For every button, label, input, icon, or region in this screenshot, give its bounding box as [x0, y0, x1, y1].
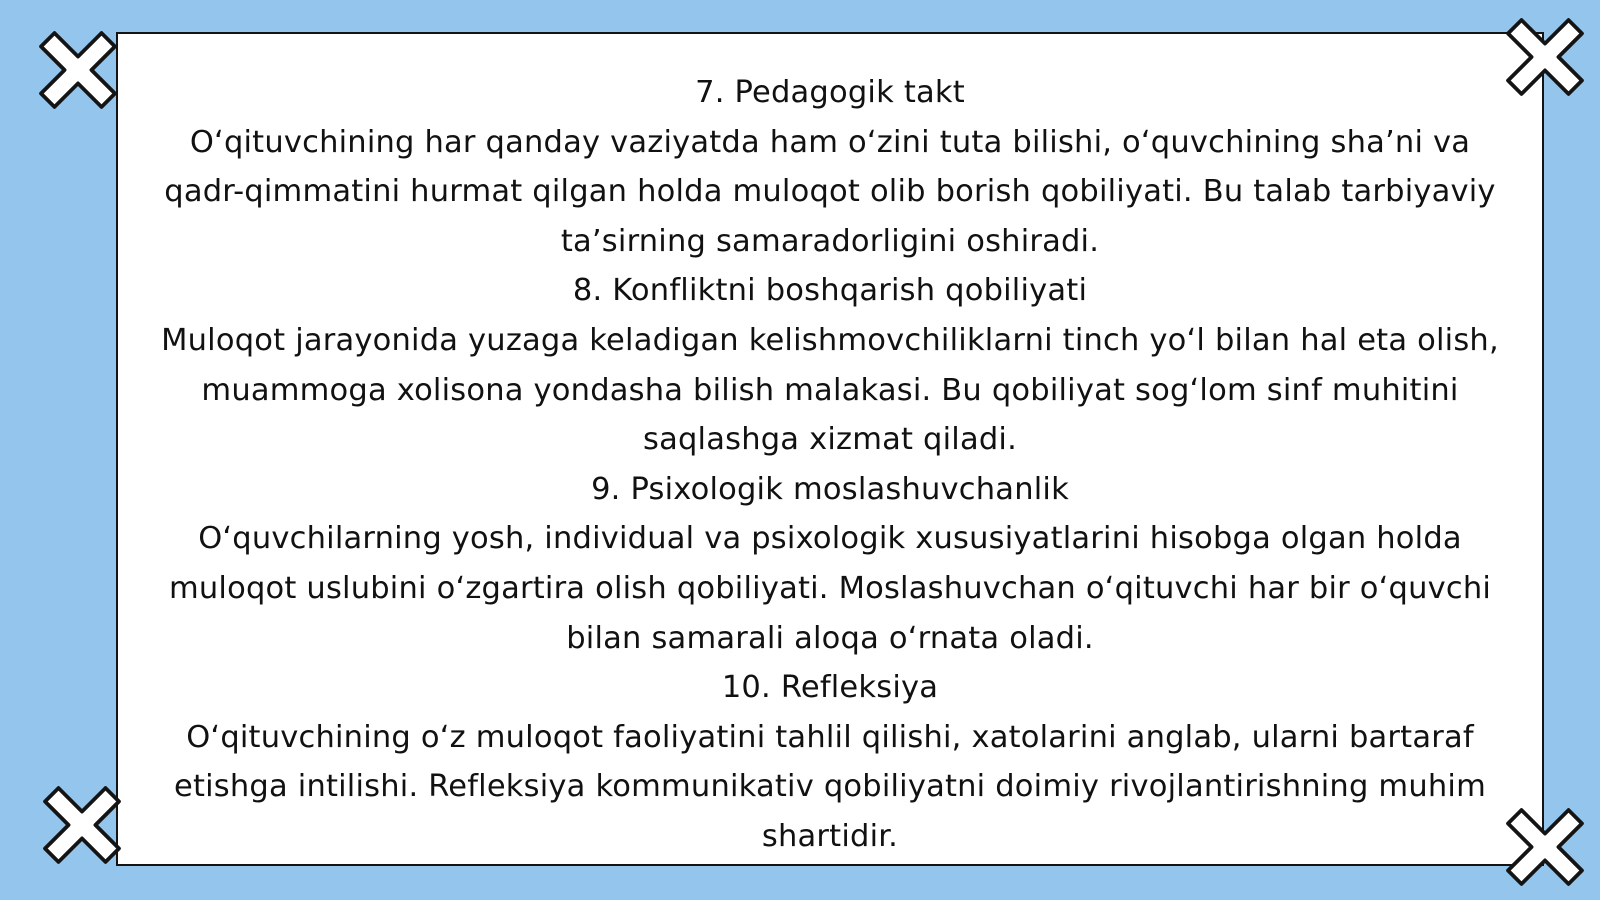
cross-icon: [40, 783, 124, 867]
cross-icon: [36, 28, 120, 112]
section-heading-7: 7. Pedagogik takt: [695, 75, 965, 110]
section-heading-10: 10. Refleksiya: [721, 670, 939, 706]
cross-icon: [1503, 805, 1587, 889]
section-body-9: O‘quvchilarning yosh, individual va psixologik xususiyatlarini hisobga olgan holda muloqot uslubini o‘zgartira olish qobiliyati. Moslashuvchan o‘qituvchi har bir o‘quvchi bilan samarali aloqa o‘rnata oladi.: [168, 521, 1492, 656]
section-body-7: O‘qituvchining har qanday vaziyatda ham o‘zini tuta bilishi, o‘quvchining sha’ni va qadr-qimmatini hurmat qilgan holda muloqot olib borish qobiliyati. Bu talab tarbiyaviy ta’sirning samaradorligini oshiradi.: [164, 124, 1496, 259]
section-body-10: O‘qituvchining o‘z muloqot faoliyatini tahlil qilishi, xatolarini anglab, ularni bartaraf etishga intilishi. Refleksiya kommunikativ qobiliyatni doimiy rivojlantirishning muhim shartidir.: [174, 719, 1486, 854]
section-body-8: Muloqot jarayonida yuzaga keladigan kelishmovchiliklarni tinch yo‘l bilan hal eta olish, muammoga xolisona yondasha bilish malakasi. Bu qobiliyat sog‘lom sinf muhitini saqlashga xizmat qiladi.: [161, 322, 1499, 458]
section-heading-9: 9. Psixologik moslashuvchanlik: [591, 471, 1069, 507]
slide-card: [116, 32, 1544, 866]
cross-icon: [1503, 15, 1587, 99]
section-heading-8: 8. Konfliktni boshqarish qobiliyati: [572, 273, 1088, 309]
slide-content: [148, 68, 1512, 862]
